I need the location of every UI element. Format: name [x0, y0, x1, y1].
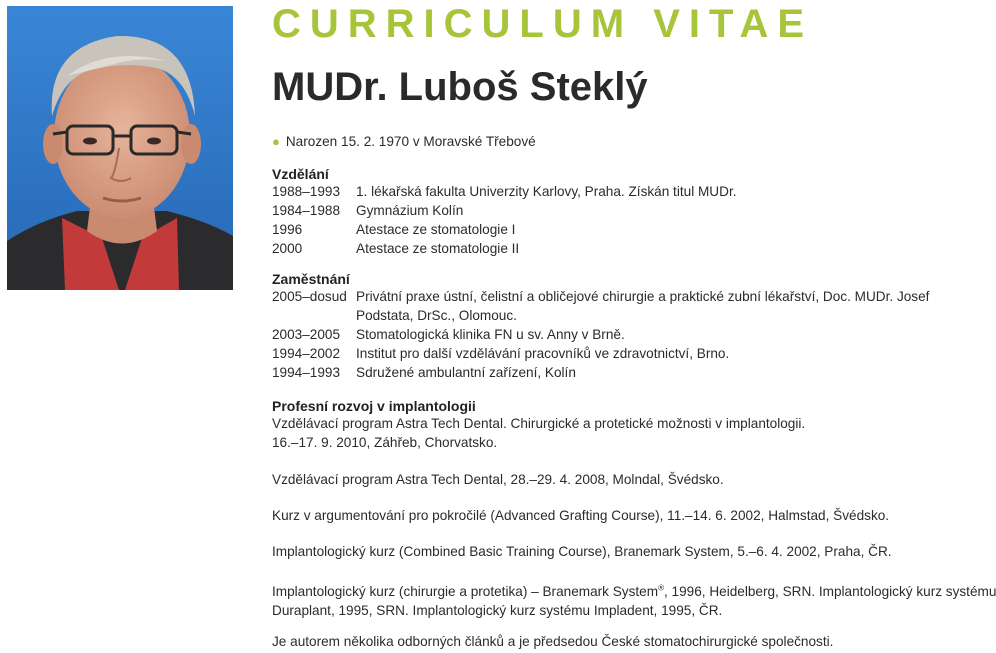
employment-row — [272, 344, 960, 363]
employment-years: 2003–2005 — [272, 327, 341, 342]
education-years: 1996 — [272, 222, 303, 237]
development-heading: Profesní rozvoj v implantologii — [272, 398, 476, 414]
development-paragraph: Implantologický kurz (Combined Basic Training Course), Branemark System, 5.–6. 4. 2002, Praha, ČR. — [272, 544, 892, 559]
education-years: 1988–1993 — [272, 184, 341, 199]
development-paragraph: Je autorem několika odborných článků a je předsedou České stomatochirurgické společnosti. — [272, 634, 834, 649]
cv-title: CURRICULUM VITAE — [272, 2, 814, 46]
employment-years: 1994–1993 — [272, 365, 341, 380]
development-text: , 1996, Heidelberg, SRN. Implantologický kurz systému — [663, 583, 996, 599]
development-paragraph — [272, 578, 996, 620]
employment-row — [272, 287, 960, 325]
development-text: Duraplant, 1995, SRN. Implantologický kurz systému Impladent, 1995, ČR. — [272, 602, 723, 618]
portrait-illustration — [7, 6, 233, 290]
development-section — [272, 398, 960, 452]
person-name: MUDr. Luboš Steklý — [272, 65, 648, 109]
education-heading: Vzdělání — [272, 166, 329, 182]
employment-text: Stomatologická klinika FN u sv. Anny v Brně. — [356, 327, 625, 342]
employment-text: Institut pro další vzdělávání pracovníků ve zdravotnictví, Brno. — [356, 346, 730, 361]
employment-heading: Zaměstnání — [272, 271, 350, 287]
birth-info — [272, 132, 536, 151]
education-section — [272, 166, 737, 258]
employment-text: Sdružené ambulantní zařízení, Kolín — [356, 365, 576, 380]
education-text: Gymnázium Kolín — [356, 203, 464, 218]
education-row — [272, 182, 737, 201]
development-paragraph: Vzdělávací program Astra Tech Dental, 28.–29. 4. 2008, Molndal, Švédsko. — [272, 472, 724, 487]
employment-years: 2005–dosud — [272, 289, 347, 304]
education-text: 1. lékařská fakulta Univerzity Karlovy, Praha. Získán titul MUDr. — [356, 184, 737, 199]
education-text: Atestace ze stomatologie I — [356, 222, 516, 237]
employment-row — [272, 325, 960, 344]
portrait-photo — [7, 6, 233, 290]
development-text: Vzdělávací program Astra Tech Dental. Chirurgické a protetické možnosti v implantologii. — [272, 416, 806, 431]
employment-section — [272, 271, 960, 382]
employment-years: 1994–2002 — [272, 346, 341, 361]
registered-mark: ® — [658, 583, 664, 592]
education-years: 2000 — [272, 241, 303, 256]
development-paragraph: Kurz v argumentování pro pokročilé (Advanced Grafting Course), 11.–14. 6. 2002, Halmstad, Švédsko. — [272, 508, 890, 523]
education-text: Atestace ze stomatologie II — [356, 241, 520, 256]
development-text: Implantologický kurz (chirurgie a protetika) – Branemark System — [272, 583, 659, 599]
education-row — [272, 239, 737, 258]
bullet-icon: ● — [272, 134, 280, 149]
employment-text: Privátní praxe ústní, čelistní a obličejové chirurgie a praktické zubní lékařství, Doc. MUDr. Josef Podstata, DrSc., Olomouc. — [356, 289, 930, 323]
birth-text: Narozen 15. 2. 1970 v Moravské Třebové — [285, 134, 536, 149]
education-row — [272, 220, 737, 239]
education-row — [272, 201, 737, 220]
education-years: 1984–1988 — [272, 203, 341, 218]
development-paragraph — [272, 414, 960, 452]
employment-row — [272, 363, 960, 382]
development-text: 16.–17. 9. 2010, Záhřeb, Chorvatsko. — [272, 435, 498, 450]
